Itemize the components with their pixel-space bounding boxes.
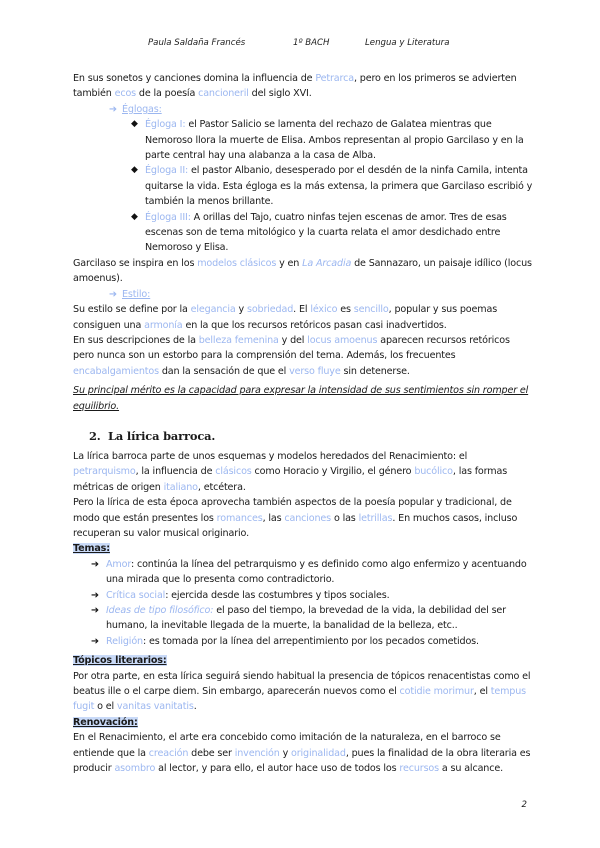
- document-body: [73, 71, 533, 776]
- estilo-paragraph-2: [73, 333, 533, 379]
- text: , etcétera.: [197, 481, 246, 493]
- section-heading: [89, 426, 533, 446]
- header-subject: Lengua y Literatura: [365, 38, 450, 48]
- text: , la influencia de: [135, 466, 216, 478]
- renovacion-label: Renovación:: [73, 716, 138, 728]
- tema-name: Amor: [106, 558, 131, 570]
- tema-name: Ideas de tipo filosófico:: [106, 605, 214, 616]
- hl-asombro: asombro: [114, 763, 156, 775]
- text: y en: [276, 257, 303, 269]
- hl-creacion: creación: [148, 747, 189, 759]
- temas-list: [73, 557, 533, 649]
- arrow-right-icon: ➔: [109, 103, 117, 115]
- text: y: [279, 747, 292, 759]
- sannazaro-paragraph: [73, 256, 533, 287]
- text: del siglo XVI.: [248, 88, 312, 100]
- text: y del: [278, 334, 308, 346]
- egloga-text: A orillas del Tajo, cuatro ninfas tejen escenas de amor. Tres de esas escenas son de tema mitológico y la cuarta relata el amor desdichado entre Nemoroso y Elisa.: [145, 211, 507, 254]
- section-number: 2.: [89, 428, 101, 443]
- text: . El: [293, 304, 311, 316]
- hl-arcadia: La Arcadia: [302, 257, 352, 269]
- arrow-right-icon: ➔: [91, 589, 99, 601]
- text: En el Renacimiento, el arte era concebido como imitación de la naturaleza, en el barroco se entiende que la: [73, 732, 501, 759]
- arrow-right-icon: ➔: [109, 288, 117, 300]
- tema-text: : es tomada por la línea del arrepentimiento por los pecados cometidos.: [142, 635, 479, 647]
- hl-petrarca: Petrarca: [315, 73, 354, 84]
- diamond-bullet-icon: ◆: [131, 119, 138, 130]
- text: , pero en los primeros se advierten también: [73, 73, 517, 100]
- hl-verso: verso fluye: [289, 365, 341, 377]
- renovacion-paragraph: [73, 730, 533, 776]
- text: de Sannazaro, un paisaje idílico (locus amoenus).: [73, 257, 532, 285]
- text: La lírica barroca parte de unos esquemas y modelos heredados del Renacimiento: el: [73, 450, 468, 462]
- estilo-paragraph-1: [73, 302, 533, 333]
- text: Pero la lírica de esta época aprovecha también aspectos de la poesía popular y tradicional, de modo que están presentes los: [73, 497, 512, 524]
- tema-text: el paso del tiempo, la brevedad de la vida, la debilidad del ser humano, la inevitable llegada de la muerte, la banalidad de la belleza, etc..: [106, 605, 506, 632]
- hl-locus: locus amoenus: [307, 334, 378, 346]
- egloga-name: Égloga III:: [145, 211, 191, 223]
- estilo-heading: [109, 287, 533, 302]
- topicos-paragraph: [73, 669, 533, 715]
- topicos-label: Tópicos literarios:: [73, 655, 167, 667]
- hl-belleza: belleza femenina: [198, 334, 279, 346]
- diamond-bullet-icon: ◆: [131, 165, 138, 176]
- hl-invencion: invención: [234, 747, 280, 759]
- topicos-heading: [73, 653, 533, 668]
- text: a su alcance.: [439, 763, 504, 775]
- arrow-right-icon: ➔: [91, 605, 99, 616]
- arrow-right-icon: ➔: [91, 635, 99, 647]
- text: .: [193, 701, 197, 713]
- hl-elegancia: elegancia: [190, 304, 236, 316]
- list-item: [73, 603, 533, 634]
- text: al lector, y para ello, el autor hace uso de todos los: [155, 763, 400, 775]
- egloga-text: el pastor Albanio, desesperado por el desdén de la ninfa Camila, intenta quitarse la vida. Esta égloga es la más extensa, la primera que Garcilaso escribió y también la menos brillante.: [145, 165, 533, 208]
- hl-sencillo: sencillo: [353, 304, 389, 316]
- list-item: [73, 210, 533, 256]
- hl-modelos: modelos clásicos: [197, 257, 277, 269]
- diamond-bullet-icon: ◆: [131, 211, 138, 222]
- hl-lexico: léxico: [310, 304, 338, 316]
- text: sin detenerse.: [340, 365, 410, 377]
- text: Su estilo se define por la: [73, 304, 191, 316]
- list-item: [73, 634, 533, 649]
- hl-ecos: ecos: [114, 88, 137, 100]
- temas-label: Temas:: [73, 543, 110, 555]
- intro-paragraph: [73, 71, 533, 102]
- text: o el: [94, 701, 117, 713]
- text: Por otra parte, en esta lírica seguirá siendo habitual la presencia de tópicos renacentistas como el beatus ille o el carpe diem. Sin embargo, aparecerán nuevos como el: [73, 670, 531, 698]
- hl-originalidad: originalidad: [291, 747, 346, 759]
- text: dan la sensación de que el: [158, 365, 290, 377]
- text: En sus descripciones de la: [73, 334, 199, 346]
- tema-text: : ejercida desde las costumbres y tipos sociales.: [165, 589, 390, 601]
- tema-text: : continúa la línea del petrarquismo y es definido como algo enfermizo y acentuando una mirada que lo presenta como contradictorio.: [106, 558, 527, 586]
- text: , popular y sus poemas consiguen una: [73, 304, 498, 331]
- list-item: [73, 163, 533, 209]
- hl-cotidie: cotidie morimur: [399, 686, 474, 698]
- text: aparecen recursos retóricos pero nunca son un estorbo para la comprensión del tema. Además, los frecuentes: [73, 334, 510, 362]
- eglogas-label: Églogas:: [122, 103, 162, 115]
- header-course: 1º BACH: [293, 38, 330, 48]
- text: , las formas métricas de origen: [73, 466, 508, 493]
- text: o las: [331, 512, 359, 524]
- estilo-label: Estilo:: [122, 288, 151, 300]
- text: y: [235, 304, 247, 316]
- egloga-name: Égloga II:: [145, 165, 189, 177]
- tema-name: Crítica social: [106, 589, 166, 601]
- eglogas-list: [73, 117, 533, 256]
- text: , el: [473, 686, 491, 698]
- text: Garcilaso se inspira en los: [73, 257, 198, 269]
- page-number: 2: [521, 800, 527, 810]
- text: , pues la finalidad de la obra literaria es producir: [73, 747, 531, 775]
- list-item: [73, 557, 533, 588]
- hl-tempus: tempus fugit: [73, 686, 527, 713]
- hl-bucolico: bucólico: [414, 466, 453, 478]
- text: como Horacio y Virgilio, el género: [251, 466, 415, 478]
- text: , las: [262, 512, 285, 524]
- hl-letrillas: letrillas: [358, 512, 393, 524]
- hl-petrarquismo: petrarquismo: [73, 466, 136, 478]
- text: debe ser: [188, 747, 235, 759]
- header-author: Paula Saldaña Francés: [148, 38, 246, 48]
- hl-armonia: armonía: [144, 319, 183, 331]
- hl-encabalgamientos: encabalgamientos: [73, 365, 159, 377]
- barroca-paragraph-2: [73, 495, 533, 541]
- eglogas-heading: [109, 102, 533, 117]
- hl-romances: romances: [216, 512, 263, 524]
- text: de la poesía: [136, 88, 199, 100]
- text: . En muchos casos, incluso recuperan su valor musical originario.: [73, 512, 518, 539]
- arrow-right-icon: ➔: [91, 558, 99, 570]
- list-item: [73, 588, 533, 603]
- text: es: [337, 304, 354, 316]
- section-title: La lírica barroca.: [108, 428, 216, 443]
- text: En sus sonetos y canciones domina la influencia de: [73, 73, 316, 84]
- hl-canciones: canciones: [284, 512, 332, 524]
- egloga-name: Égloga I:: [145, 119, 186, 131]
- text: en la que los recursos retóricos pasan casi inadvertidos.: [182, 319, 447, 331]
- hl-italiano: italiano: [163, 481, 198, 493]
- renovacion-heading: [73, 715, 533, 730]
- hl-vanitas: vanitas vanitatis: [116, 701, 194, 713]
- hl-sobriedad: sobriedad: [246, 304, 294, 316]
- list-item: [73, 117, 533, 163]
- hl-clasicos: clásicos: [215, 466, 252, 478]
- temas-heading: [73, 541, 533, 556]
- egloga-text: el Pastor Salicio se lamenta del rechazo de Galatea mientras que Nemoroso llora la muerte de Elisa. Ambos representan al propio Garcilaso y en la parte central hay una alabanza a la casa de Alba.: [145, 119, 524, 162]
- tema-name: Religión: [106, 635, 143, 647]
- hl-cancioneril: cancioneril: [198, 88, 249, 100]
- hl-recursos: recursos: [399, 763, 439, 775]
- barroca-paragraph-1: [73, 449, 533, 495]
- merito-statement: Su principal mérito es la capacidad para expresar la intensidad de sus sentimientos sin romper el equilibrio.: [73, 385, 529, 412]
